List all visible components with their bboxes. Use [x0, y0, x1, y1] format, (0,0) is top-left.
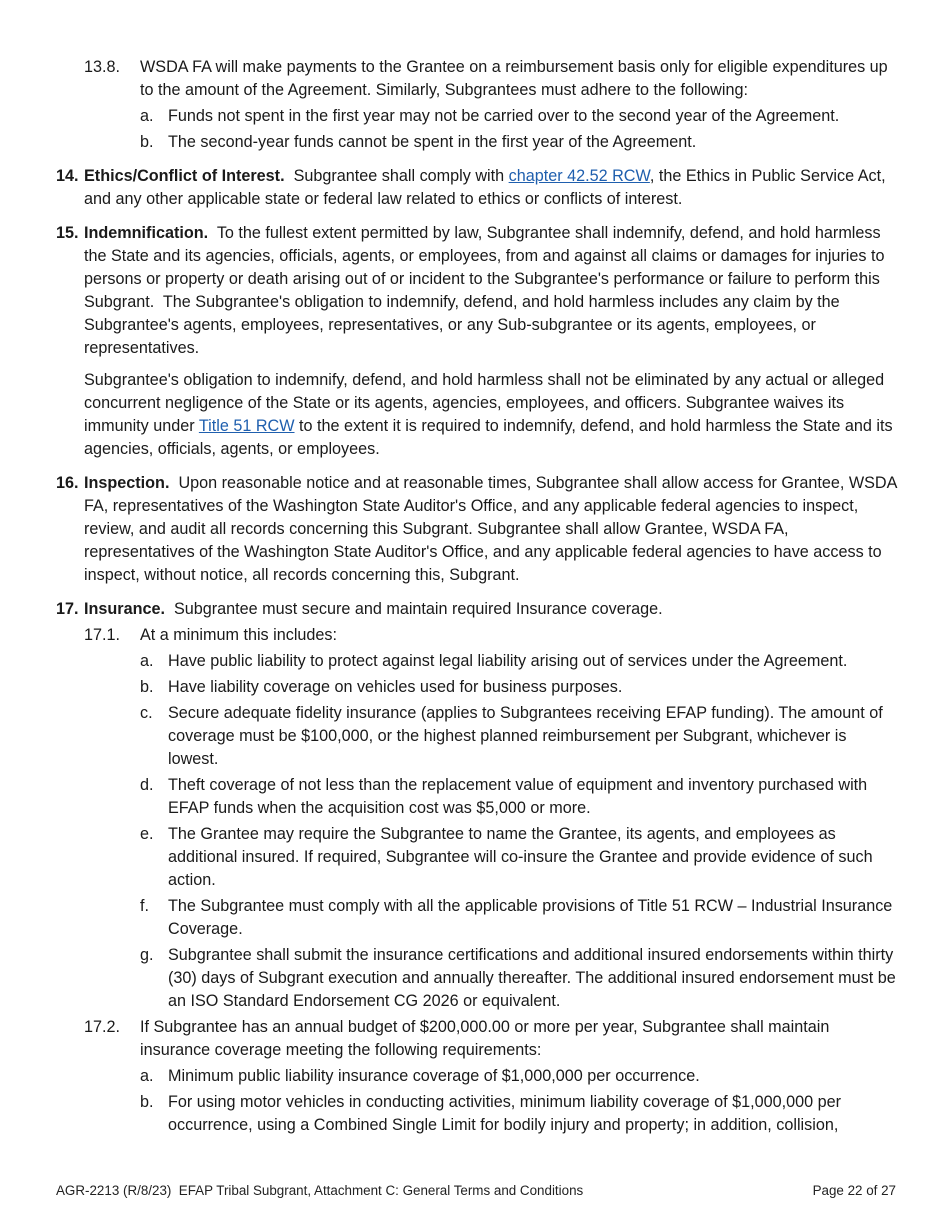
item-text: Subgrantee shall submit the insurance certifications and additional insured endorsements within thirty (30) days of Subgrant execution and annually thereafter. The additional insured endorsement must be an ISO Standard Endorsement CG 2026 or equivalent. — [168, 946, 896, 1010]
item-letter: d. — [140, 776, 154, 794]
item-letter: a. — [140, 652, 154, 670]
item-text: Have liability coverage on vehicles used for business purposes. — [168, 678, 623, 696]
item-text: The Grantee may require the Subgrantee to name the Grantee, its agents, and employees as additional insured. If required, Subgrantee will co-insure the Grantee and provide evidence of such action. — [168, 825, 873, 889]
item-letter: b. — [140, 678, 154, 696]
subsection-number: 17.1. — [84, 626, 121, 644]
section-text: To the fullest extent permitted by law, Subgrantee shall indemnify, defend, and hold harmless the State and its agencies, officials, agents, or employees, from and against all claims or damages for injuries to persons or property or death arising out of or incident to the Subgrantee's performance or failure to perform this Subgrant. The Subgrantee's obligation to indemnify, defend, and hold harmless includes any claim by the Subgrantee's agents, employees, representatives, or any Sub-subgrantee or its agents, employees, or representatives. — [84, 224, 889, 357]
section-17 — [56, 598, 898, 621]
section-text: Subgrantee must secure and maintain required Insurance coverage. — [164, 600, 663, 618]
item-text: Secure adequate fidelity insurance (applies to Subgrantees receiving EFAP funding). The amount of coverage must be $100,000, or the highest planned reimbursement per Subgrant, whichever is lowest. — [168, 704, 883, 768]
item-text: The second-year funds cannot be spent in the first year of the Agreement. — [168, 133, 697, 151]
section-14 — [56, 165, 898, 211]
section-text: Upon reasonable notice and at reasonable times, Subgrantee shall allow access for Grantee, WSDA FA, representatives of the Washington State Auditor's Office, and any applicable federal agencies to inspect, review, and audit all records concerning this Subgrant. Subgrantee shall allow Grantee, WSDA FA, representatives of the Washington State Auditor's Office, and any applicable federal agencies to have access to inspect, without notice, all records concerning this, Subgrant. — [84, 474, 901, 584]
item-letter: f. — [140, 897, 149, 915]
section-number: 14. — [56, 167, 79, 185]
list-item — [56, 774, 898, 820]
section-heading: Indemnification. — [84, 224, 209, 242]
list-item — [56, 131, 898, 154]
item-letter: b. — [140, 1093, 154, 1111]
subsection-17-2 — [56, 1016, 898, 1062]
section-text: , the Ethics in Public Service Act, and any other applicable state or federal law related to ethics or conflicts of interest. — [84, 167, 886, 208]
subsection-17-1 — [56, 624, 898, 647]
subsection-number: 13.8. — [84, 58, 121, 76]
section-text: Subgrantee's obligation to indemnify, defend, and hold harmless shall not be eliminated by any actual or alleged concurrent negligence of the State or its agents, agencies, employees, and officers. Subgrantee waives its immunity under — [84, 371, 885, 435]
section-number: 16. — [56, 474, 79, 492]
list-item — [56, 676, 898, 699]
section-heading: Ethics/Conflict of Interest. — [84, 167, 285, 185]
section-number: 17. — [56, 600, 79, 618]
item-text: Funds not spent in the first year may not be carried over to the second year of the Agreement. — [168, 107, 840, 125]
item-letter: g. — [140, 946, 154, 964]
list-item — [56, 944, 898, 1013]
item-text: Have public liability to protect against legal liability arising out of services under the Agreement. — [168, 652, 848, 670]
subsection-text: WSDA FA will make payments to the Grantee on a reimbursement basis only for eligible expenditures up to the amount of the Agreement. Similarly, Subgrantees must adhere to the following: — [140, 58, 888, 99]
item-text: Minimum public liability insurance coverage of $1,000,000 per occurrence. — [168, 1067, 700, 1085]
item-text: Theft coverage of not less than the replacement value of equipment and inventory purchased with EFAP funds when the acquisition cost was $5,000 or more. — [168, 776, 868, 817]
list-item — [56, 1065, 898, 1088]
section-15 — [56, 222, 898, 461]
section-text: Subgrantee shall comply with — [284, 167, 509, 185]
section-16 — [56, 472, 901, 587]
item-letter: b. — [140, 133, 154, 151]
list-item — [56, 823, 898, 892]
list-item — [56, 650, 898, 673]
list-item — [56, 105, 898, 128]
item-letter: a. — [140, 107, 154, 125]
section-text: to the extent it is required to indemnify, defend, and hold harmless the State and its agencies, officials, agents, or employees. — [84, 417, 893, 458]
item-text: For using motor vehicles in conducting activities, minimum liability coverage of $1,000,000 per occurrence, using a Combined Single Limit for bodily injury and property; in addition, collision, — [168, 1093, 842, 1134]
item-text: The Subgrantee must comply with all the applicable provisions of Title 51 RCW – Industrial Insurance Coverage. — [168, 897, 893, 938]
subsection-13-8 — [56, 56, 898, 102]
item-letter: a. — [140, 1067, 154, 1085]
document-id: AGR-2213 (R/8/23) EFAP Tribal Subgrant, Attachment C: General Terms and Conditions — [56, 1183, 584, 1198]
subsection-text: At a minimum this includes: — [140, 626, 338, 644]
item-letter: c. — [140, 704, 153, 722]
subsection-text: If Subgrantee has an annual budget of $200,000.00 or more per year, Subgrantee shall maintain insurance coverage meeting the following requirements: — [140, 1018, 830, 1059]
section-number: 15. — [56, 224, 79, 242]
section-heading: Inspection. — [84, 474, 170, 492]
item-letter: e. — [140, 825, 154, 843]
list-item — [56, 1091, 898, 1137]
page-number: Page 22 of 27 — [812, 1183, 896, 1198]
list-item — [56, 702, 898, 771]
title-51-rcw-link[interactable]: Title 51 RCW — [198, 417, 295, 435]
section-heading: Insurance. — [84, 600, 165, 618]
rcw-42-52-link[interactable]: chapter 42.52 RCW — [508, 167, 650, 185]
subsection-number: 17.2. — [84, 1018, 121, 1036]
page-content — [56, 56, 901, 1140]
list-item — [56, 895, 898, 941]
